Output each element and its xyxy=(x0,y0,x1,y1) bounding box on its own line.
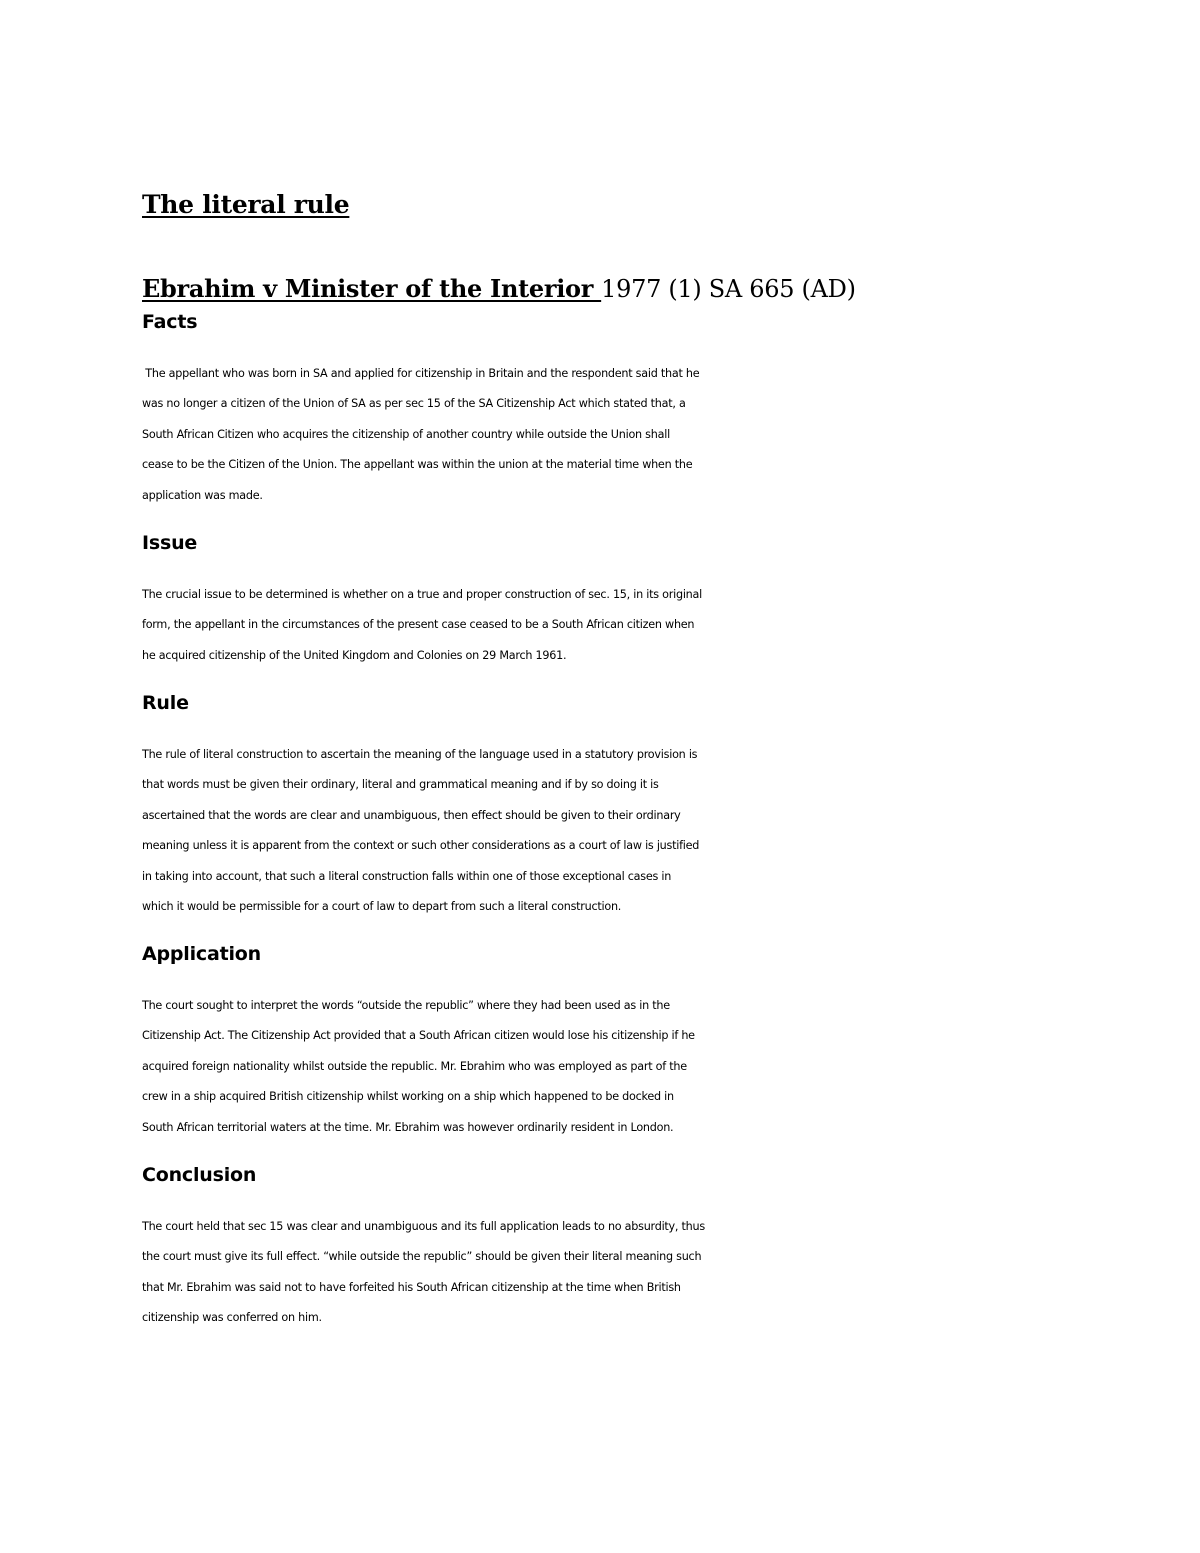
application-paragraph xyxy=(142,991,1062,1143)
case-name: Ebrahim v Minister of the Interior xyxy=(142,274,602,303)
case-heading xyxy=(142,274,856,303)
facts-line: South African Citizen who acquires the citizenship of another country while outside the Union shall xyxy=(142,427,670,441)
application-line: South African territorial waters at the time. Mr. Ebrahim was however ordinarily resident in London. xyxy=(142,1120,674,1134)
rule-heading: Rule xyxy=(142,692,189,714)
application-line: The court sought to interpret the words “outside the republic” where they had been used as in the xyxy=(142,999,670,1012)
facts-line: The appellant who was born in SA and applied for citizenship in Britain and the respondent said that he xyxy=(142,367,700,380)
conclusion-paragraph xyxy=(142,1212,1062,1334)
rule-line: The rule of literal construction to ascertain the meaning of the language used in a statutory provision is xyxy=(142,748,698,761)
facts-heading: Facts xyxy=(142,311,198,333)
issue-line: form, the appellant in the circumstances of the present case ceased to be a South African citizen when xyxy=(142,618,695,632)
facts-line: application was made. xyxy=(142,488,263,502)
issue-paragraph xyxy=(142,580,1062,671)
rule-paragraph xyxy=(142,740,1062,922)
facts-paragraph xyxy=(142,359,1062,511)
rule-line: meaning unless it is apparent from the context or such other considerations as a court of law is justified xyxy=(142,839,700,853)
conclusion-heading: Conclusion xyxy=(142,1164,257,1186)
facts-line: was no longer a citizen of the Union of SA as per sec 15 of the SA Citizenship Act which stated that, a xyxy=(142,397,686,411)
case-citation: 1977 (1) SA 665 (AD) xyxy=(601,275,856,303)
rule-line: ascertained that the words are clear and unambiguous, then effect should be given to their ordinary xyxy=(142,808,681,822)
conclusion-line: that Mr. Ebrahim was said not to have forfeited his South African citizenship at the time when British xyxy=(142,1280,681,1294)
facts-line: cease to be the Citizen of the Union. The appellant was within the union at the material time when the xyxy=(142,458,693,472)
application-line: acquired foreign nationality whilst outside the republic. Mr. Ebrahim who was employed as part of the xyxy=(142,1059,687,1073)
issue-line: The crucial issue to be determined is whether on a true and proper construction of sec. 15, in its original xyxy=(142,588,702,601)
conclusion-line: The court held that sec 15 was clear and unambiguous and its full application leads to no absurdity, thus xyxy=(142,1220,705,1233)
rule-line: that words must be given their ordinary, literal and grammatical meaning and if by so doing it is xyxy=(142,778,659,792)
conclusion-line: the court must give its full effect. “while outside the republic” should be given their literal meaning such xyxy=(142,1250,702,1264)
application-line: crew in a ship acquired British citizenship whilst working on a ship which happened to be docked in xyxy=(142,1090,674,1104)
rule-line: in taking into account, that such a literal construction falls within one of those exceptional cases in xyxy=(142,869,672,883)
rule-line: which it would be permissible for a court of law to depart from such a literal construction. xyxy=(142,900,622,914)
document-title: The literal rule xyxy=(142,190,350,219)
issue-heading: Issue xyxy=(142,532,198,554)
conclusion-line: citizenship was conferred on him. xyxy=(142,1311,322,1325)
issue-line: he acquired citizenship of the United Kingdom and Colonies on 29 March 1961. xyxy=(142,648,567,662)
application-line: Citizenship Act. The Citizenship Act provided that a South African citizen would lose his citizenship if he xyxy=(142,1029,695,1043)
application-heading: Application xyxy=(142,943,261,965)
